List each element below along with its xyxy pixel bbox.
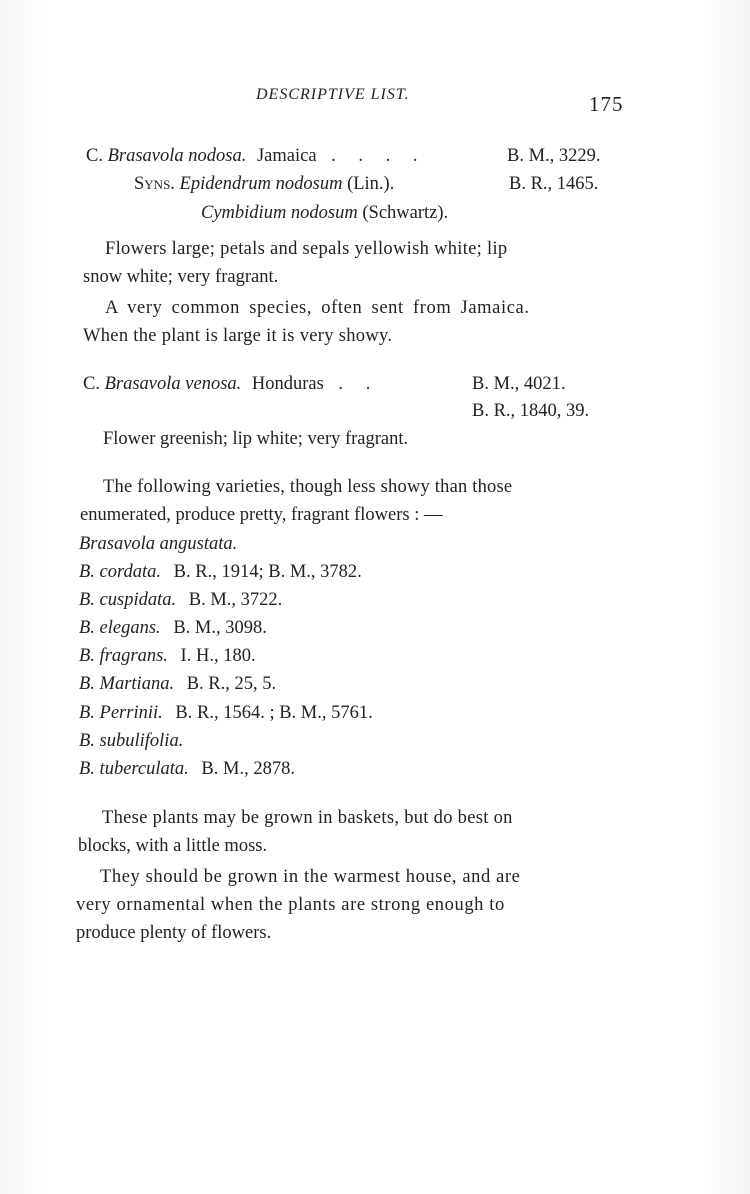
- variety-name: B. Perrinii.: [79, 703, 163, 723]
- variety-item: [79, 704, 373, 723]
- variety-name: B. tuberculata.: [79, 759, 189, 779]
- variety-item: [79, 563, 362, 582]
- variety-name: B. cordata.: [79, 562, 162, 582]
- description-text: snow white; very fragrant.: [83, 267, 279, 287]
- synonym-author: (Schwartz).: [362, 203, 449, 223]
- culture-text: blocks, with a little moss.: [78, 836, 268, 856]
- variety-name: B. Martiana.: [79, 674, 175, 694]
- entry-prefix: C.: [83, 374, 100, 394]
- variety-reference: B. M., 3722.: [188, 590, 283, 610]
- variety-item: [79, 675, 276, 694]
- description-text: A very common species, often sent from Jamaica.: [105, 298, 530, 318]
- varieties-intro: enumerated, produce pretty, fragrant flowers : —: [80, 505, 443, 525]
- plate-reference: B. M., 3229.: [507, 146, 601, 166]
- synonym-author: (Lin.).: [347, 174, 395, 194]
- synonym-line-1: [134, 175, 394, 194]
- plate-reference: B. R., 1840, 39.: [472, 401, 590, 421]
- synonym-name: Epidendrum nodosum: [179, 174, 343, 194]
- origin: Honduras: [251, 374, 324, 394]
- variety-reference: B. M., 2878.: [201, 759, 295, 779]
- species-name: Brasavola nodosa.: [107, 146, 247, 166]
- running-header: DESCRIPTIVE LIST.: [256, 86, 410, 103]
- variety-item: [79, 591, 282, 610]
- origin: Jamaica: [256, 146, 317, 166]
- variety-item: [79, 732, 183, 751]
- syns-label: Syns.: [134, 174, 175, 194]
- variety-item: [79, 535, 237, 554]
- entry-venosa-heading: [83, 375, 379, 394]
- page-number: 175: [589, 92, 624, 116]
- variety-name: B. cuspidata.: [79, 590, 177, 610]
- variety-name: B. subulifolia.: [79, 731, 184, 751]
- variety-name: B. fragrans.: [79, 646, 168, 666]
- variety-reference: I. H., 180.: [180, 646, 256, 666]
- variety-reference: B. R., 1564. ; B. M., 5761.: [175, 703, 373, 723]
- species-name: Brasavola venosa.: [104, 374, 242, 394]
- synonym-line-2: [201, 204, 448, 223]
- description-text: Flower greenish; lip white; very fragrant.: [103, 429, 409, 449]
- description-text: When the plant is large it is very showy.: [83, 326, 393, 346]
- varieties-intro: The following varieties, though less showy than those: [103, 477, 513, 497]
- culture-text: very ornamental when the plants are strong enough to: [76, 895, 505, 915]
- variety-item: [79, 647, 256, 666]
- leader-dots: . . . .: [331, 146, 427, 166]
- variety-reference: B. R., 25, 5.: [186, 674, 277, 694]
- leader-dots: . .: [338, 374, 380, 394]
- culture-text: They should be grown in the warmest house, and are: [100, 867, 521, 887]
- variety-item: [79, 760, 295, 779]
- culture-text: These plants may be grown in baskets, but do best on: [102, 808, 513, 828]
- variety-name: B. elegans.: [79, 618, 161, 638]
- variety-reference: B. R., 1914; B. M., 3782.: [173, 562, 362, 582]
- variety-reference: B. M., 3098.: [173, 618, 267, 638]
- description-text: Flowers large; petals and sepals yellowish white; lip: [105, 239, 508, 259]
- entry-nodosa-heading: [86, 147, 427, 166]
- synonym-name: Cymbidium nodosum: [201, 203, 358, 223]
- entry-prefix: C.: [86, 146, 103, 166]
- plate-reference: B. M., 4021.: [472, 374, 566, 394]
- culture-text: produce plenty of flowers.: [76, 923, 272, 943]
- plate-reference: B. R., 1465.: [509, 174, 599, 194]
- variety-item: [79, 619, 267, 638]
- variety-name: Brasavola angustata.: [79, 534, 238, 554]
